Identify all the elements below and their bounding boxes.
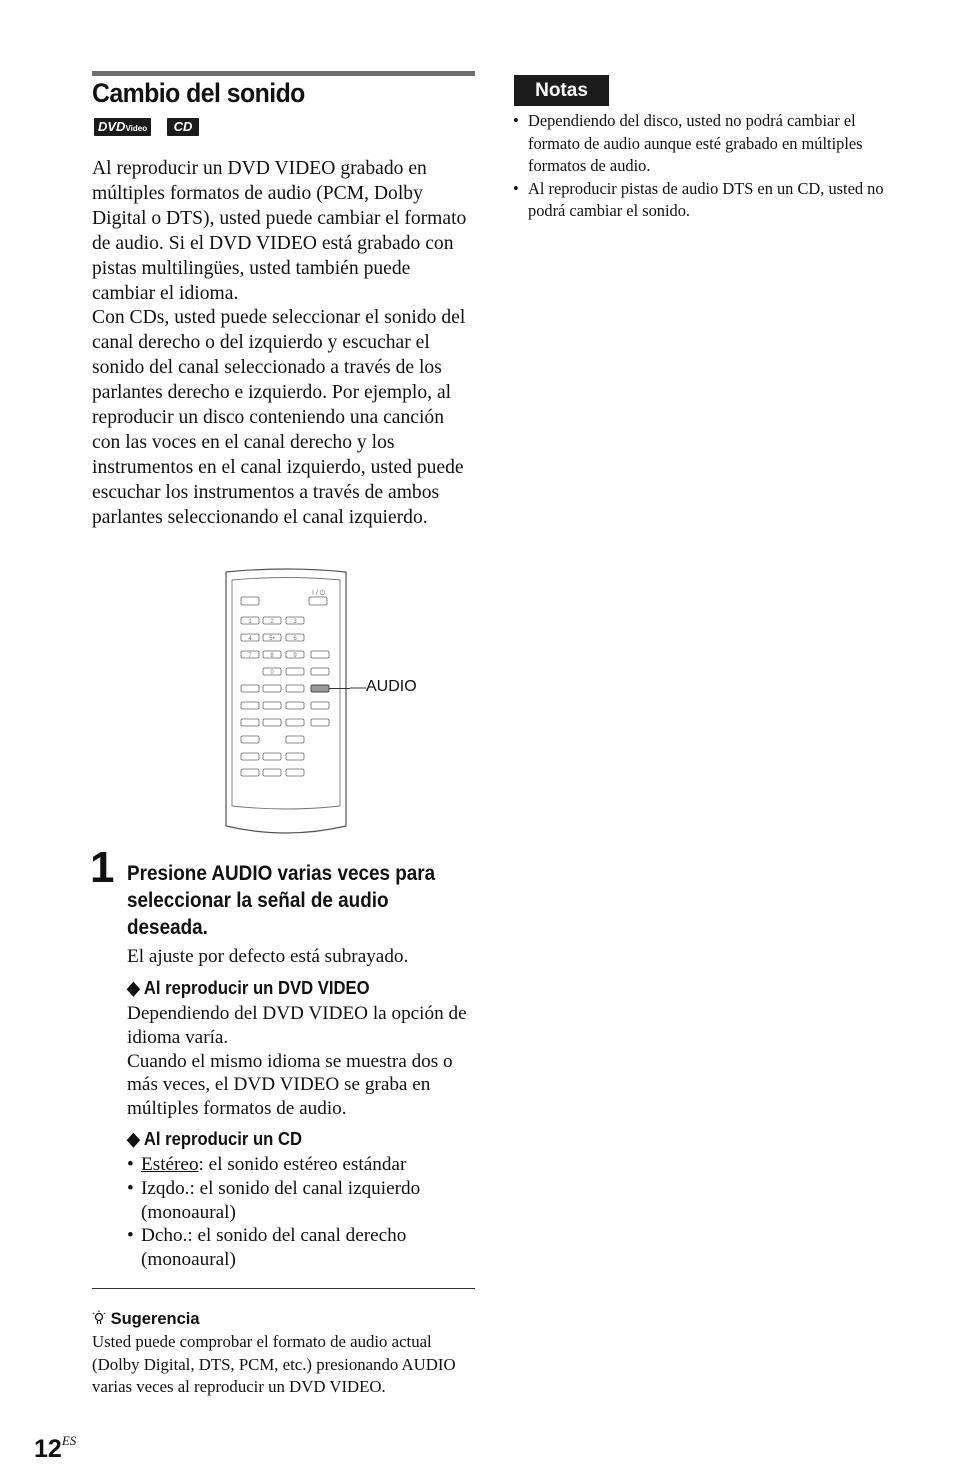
svg-text:9: 9 <box>293 653 297 659</box>
notes-list <box>513 110 905 223</box>
dvd-subheading: ◆ Al reproducir un DVD VIDEO <box>127 977 370 998</box>
list-item: • Izqdo.: el sonido del canal izquierdo (monoaural) <box>127 1177 472 1225</box>
list-item: • Estéreo: el sonido estéreo estándar <box>127 1153 472 1177</box>
cd-badge: CD <box>167 118 199 136</box>
list-item: • Dependiendo del disco, usted no podrá cambiar el formato de audio aunque esté grabado en múltiples formatos de audio. <box>513 110 905 178</box>
list-item: • Al reproducir pistas de audio DTS en un CD, usted no podrá cambiar el sonido. <box>513 178 905 223</box>
tip-text: Usted puede comprobar el formato de audio actual (Dolby Digital, DTS, PCM, etc.) presionando AUDIO varias veces al reproducir un DVD VIDEO. <box>92 1332 456 1396</box>
power-label: I / ⏻ <box>312 590 326 597</box>
lightbulb-icon <box>92 1310 106 1326</box>
intro-text <box>92 157 477 531</box>
step-title: Presione AUDIO varias veces para seleccionar la señal de audio deseada. <box>127 862 436 939</box>
dvd-video-badge: DVDVideo <box>94 118 151 136</box>
section-title: Cambio del sonido <box>92 78 305 108</box>
tip-heading: Sugerencia <box>92 1308 200 1330</box>
intro-paragraph: Con CDs, usted puede seleccionar el sonido del canal derecho o del izquierdo y escuchar el sonido del canal seleccionado a través de los parlantes derecho e izquierdo. Por ejemplo, al reproducir un disco conteniendo una canción con las voces en el canal derecho y los instrumentos en el canal izquierdo, usted puede escuchar los instrumentos a través de ambos parlantes seleccionando el canal izquierdo. <box>92 307 466 528</box>
remote-control-illustration <box>222 568 350 836</box>
svg-text:8: 8 <box>270 653 274 659</box>
audio-callout-line <box>350 686 366 690</box>
step-number: 1 <box>90 843 115 892</box>
tip-divider <box>92 1288 475 1289</box>
svg-text:0: 0 <box>270 670 274 676</box>
svg-text:7: 7 <box>248 653 252 659</box>
audio-callout-label: AUDIO <box>366 678 417 695</box>
cd-options-list <box>127 1153 472 1272</box>
svg-text:4: 4 <box>248 636 252 642</box>
diamond-icon: ◆ <box>127 1128 144 1149</box>
list-item: • Dcho.: el sonido del canal derecho (monoaural) <box>127 1224 472 1272</box>
svg-text:1: 1 <box>248 619 252 625</box>
default-note: El ajuste por defecto está subrayado. <box>127 946 409 967</box>
notes-heading: Notas <box>514 75 609 106</box>
diamond-icon: ◆ <box>127 977 144 998</box>
dvd-text-paragraph: Cuando el mismo idioma se muestra dos o más veces, el DVD VIDEO se graba en múltiples formatos de audio. <box>127 1050 453 1120</box>
page-number: $12^{ES}$ <box>34 1433 77 1463</box>
audio-button-highlight <box>311 685 329 692</box>
svg-text:3: 3 <box>293 619 297 625</box>
svg-text:5•: 5• <box>269 636 275 642</box>
cd-subheading: ◆ Al reproducir un CD <box>127 1128 303 1149</box>
svg-text:2: 2 <box>270 619 274 625</box>
svg-text:6: 6 <box>293 636 297 642</box>
dvd-text <box>127 1002 477 1121</box>
intro-paragraph: Al reproducir un DVD VIDEO grabado en múltiples formatos de audio (PCM, Dolby Digital o DTS), usted puede cambiar el formato de audio. Si el DVD VIDEO está grabado con pistas multilingües, usted también puede cambiar el idioma. <box>92 158 467 304</box>
dvd-text-paragraph: Dependiendo del DVD VIDEO la opción de idioma varía. <box>127 1003 467 1048</box>
